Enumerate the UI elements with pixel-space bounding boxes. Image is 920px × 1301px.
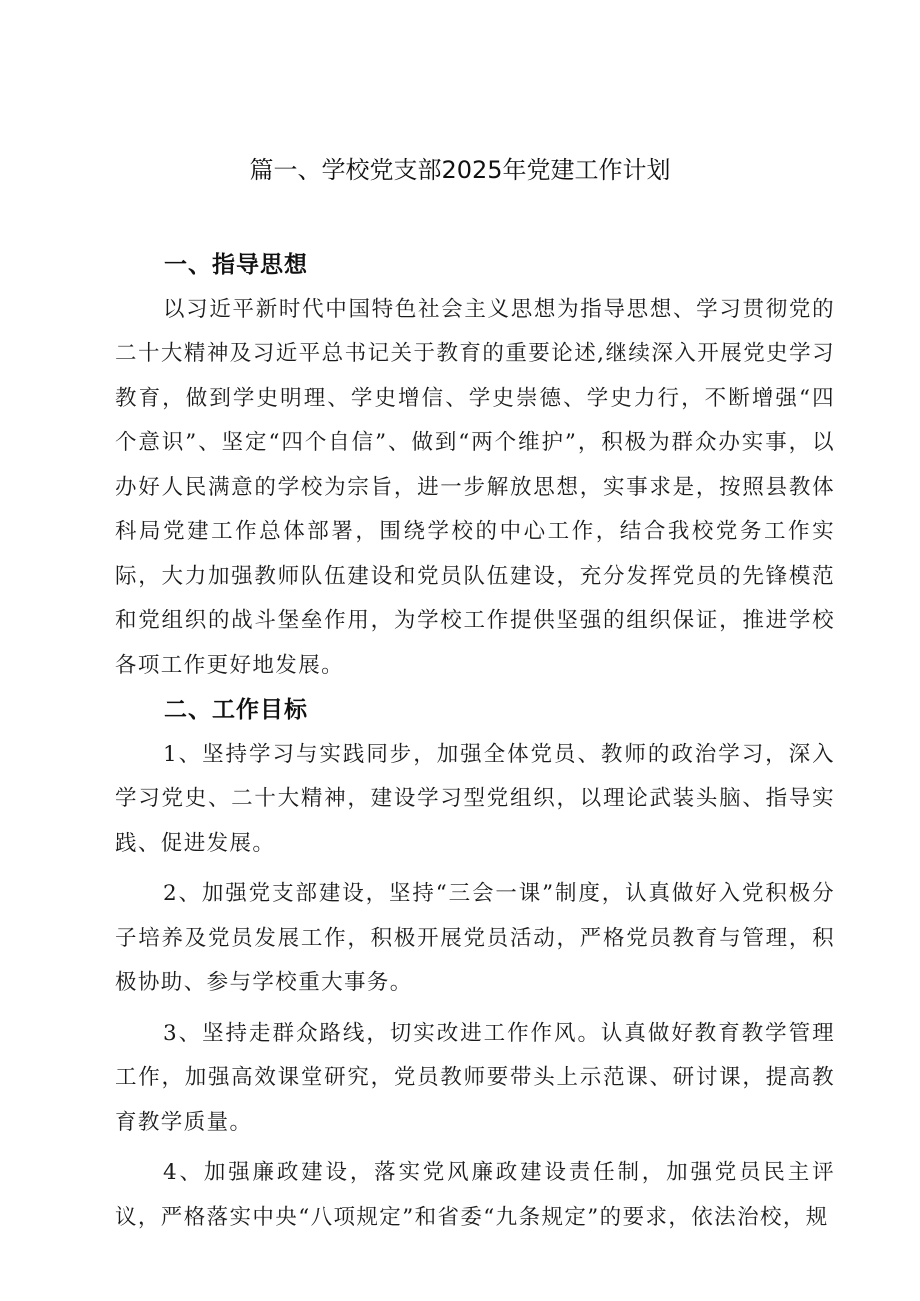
document-body <box>115 243 835 1240</box>
paragraph-guiding-ideology: 以习近平新时代中国特色社会主义思想为指导思想、学习贯彻党的二十大精神及习近平总书记关于教育的重要论述,继续深入开展党史学习教育，做到学史明理、学史增信、学史崇德、学史力行，不断增强“四个意识”、坚定“四个自信”、做到“两个维护”，积极为群众办实事，以办好人民满意的学校为宗旨，进一步解放思想，实事求是，按照县教体科局党建工作总体部署，围绕学校的中心工作，结合我校党务工作实际，大力加强教师队伍建设和党员队伍建设，充分发挥党员的先锋模范和党组织的战斗堡垒作用，为学校工作提供坚强的组织保证，推进学校各项工作更好地发展。 <box>115 296 835 678</box>
section-heading-guiding-ideology: 一、指导思想 <box>164 252 308 278</box>
document-title: 篇一、学校党支部2025年党建工作计划 <box>249 156 671 184</box>
paragraph-goal-3: 3、坚持走群众路线，切实改进工作作风。认真做好教育教学管理工作，加强高效课堂研究，党员教师要带头上示范课、研讨课，提高教育教学质量。 <box>115 1020 835 1135</box>
paragraph-goal-1: 1、坚持学习与实践同步，加强全体党员、教师的政治学习，深入学习党史、二十大精神，建设学习型党组织，以理论武装头脑、指导实践、促进发展。 <box>115 741 835 856</box>
paragraph-goal-4: 4、加强廉政建设，落实党风廉政建设责任制，加强党员民主评议，严格落实中央“八项规定”和省委“九条规定”的要求，依法治校，规 <box>115 1160 835 1230</box>
section-heading-work-goals: 二、工作目标 <box>164 697 308 723</box>
paragraph-goal-2: 2、加强党支部建设，坚持“三会一课”制度，认真做好入党积极分子培养及党员发展工作，积极开展党员活动，严格党员教育与管理，积极协助、参与学校重大事务。 <box>115 881 835 995</box>
